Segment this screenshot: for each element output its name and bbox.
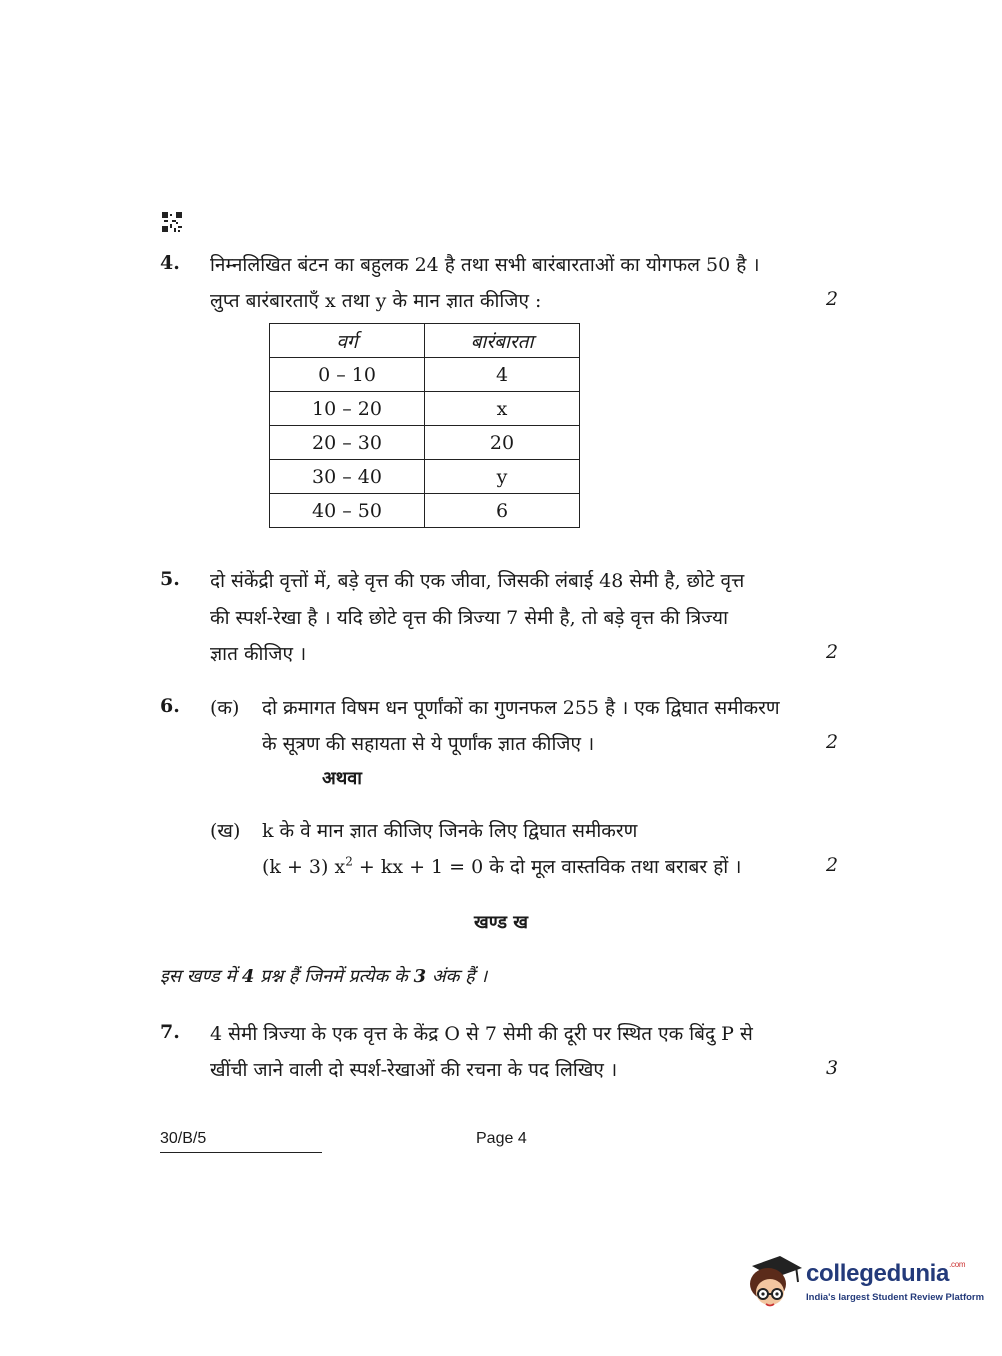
qr-code-icon <box>162 212 182 232</box>
marks: 2 <box>826 731 839 753</box>
collegedunia-logo <box>744 1252 985 1312</box>
question-text-line-1: 4 सेमी त्रिज्या के एक वृत्त के केंद्र O से 7 सेमी की दूरी पर स्थित एक बिंदु P से <box>210 1023 753 1045</box>
equation-part: + kx + 1 = 0 के दो मूल वास्तविक तथा बराबर हों । <box>352 856 742 878</box>
column-header-class: वर्ग <box>270 324 425 358</box>
instruction-text: प्रश्न हैं जिनमें प्रत्येक के <box>254 966 414 987</box>
table-row <box>270 358 580 392</box>
footer-divider <box>160 1152 322 1153</box>
table-row <box>270 392 580 426</box>
equation-exponent: 2 <box>345 854 353 869</box>
marks: 2 <box>826 641 839 663</box>
section-instruction <box>160 964 487 988</box>
section-title: खण्ड ख <box>474 912 528 933</box>
option-b-line-1: k के वे मान ज्ञात कीजिए जिनके लिए द्विघात समीकरण <box>262 820 638 842</box>
logo-name: collegedunia <box>806 1260 950 1287</box>
logo-tagline: India's largest Student Review Platform <box>806 1292 985 1303</box>
option-a-line-1: दो क्रमागत विषम धन पूर्णांकों का गुणनफल 255 है । एक द्विघात समीकरण <box>262 697 780 719</box>
question-number: 6. <box>160 695 180 717</box>
logo-wordmark <box>806 1260 965 1288</box>
logo-suffix: .com <box>949 1260 966 1269</box>
table-cell: 6 <box>425 494 580 528</box>
question-number: 7. <box>160 1021 180 1043</box>
table-row <box>270 426 580 460</box>
column-header-frequency: बारंबारता <box>425 324 580 358</box>
paper-code: 30/B/5 <box>160 1130 207 1147</box>
instruction-text: अंक हैं । <box>426 966 488 987</box>
marks: 3 <box>826 1057 839 1079</box>
question-text-line-2: लुप्त बारंबारताएँ x तथा y के मान ज्ञात कीजिए : <box>210 290 542 312</box>
table-cell: 40 – 50 <box>270 494 425 528</box>
page-number: Page 4 <box>476 1130 527 1147</box>
table-cell: 0 – 10 <box>270 358 425 392</box>
equation-part: (k + 3) x <box>262 856 346 878</box>
question-text-line-2: खींची जाने वाली दो स्पर्श-रेखाओं की रचना के पद लिखिए । <box>210 1059 618 1081</box>
table-cell: 4 <box>425 358 580 392</box>
or-separator: अथवा <box>322 768 362 789</box>
mascot-icon <box>744 1252 804 1312</box>
question-text-line-1: दो संकेंद्री वृत्तों में, बड़े वृत्त की एक जीवा, जिसकी लंबाई 48 सेमी है, छोटे वृत्त <box>210 570 745 592</box>
instruction-number: 3 <box>413 966 427 987</box>
option-b-equation <box>262 853 741 879</box>
table-row <box>270 494 580 528</box>
question-number: 4. <box>160 252 180 274</box>
frequency-table <box>269 323 580 528</box>
option-a-line-2: के सूत्रण की सहायता से ये पूर्णांक ज्ञात कीजिए । <box>262 733 595 755</box>
table-header-row <box>270 324 580 358</box>
table-cell: 10 – 20 <box>270 392 425 426</box>
option-a-label: (क) <box>210 697 240 719</box>
instruction-text: इस खण्ड में <box>160 966 242 987</box>
table-cell: 20 – 30 <box>270 426 425 460</box>
question-text-line-2: की स्पर्श-रेखा है । यदि छोटे वृत्त की त्रिज्या 7 सेमी है, तो बड़े वृत्त की त्रिज्या <box>210 607 728 629</box>
option-b-label: (ख) <box>210 820 241 842</box>
table-row <box>270 460 580 494</box>
instruction-number: 4 <box>241 966 255 987</box>
question-number: 5. <box>160 568 180 590</box>
table-cell: 20 <box>425 426 580 460</box>
table-cell: y <box>425 460 580 494</box>
table-cell: 30 – 40 <box>270 460 425 494</box>
table-cell: x <box>425 392 580 426</box>
marks: 2 <box>826 288 839 310</box>
question-text-line-1: निम्नलिखित बंटन का बहुलक 24 है तथा सभी बारंबारताओं का योगफल 50 है । <box>210 254 760 276</box>
marks: 2 <box>826 854 839 876</box>
question-text-line-3: ज्ञात कीजिए । <box>210 643 307 665</box>
